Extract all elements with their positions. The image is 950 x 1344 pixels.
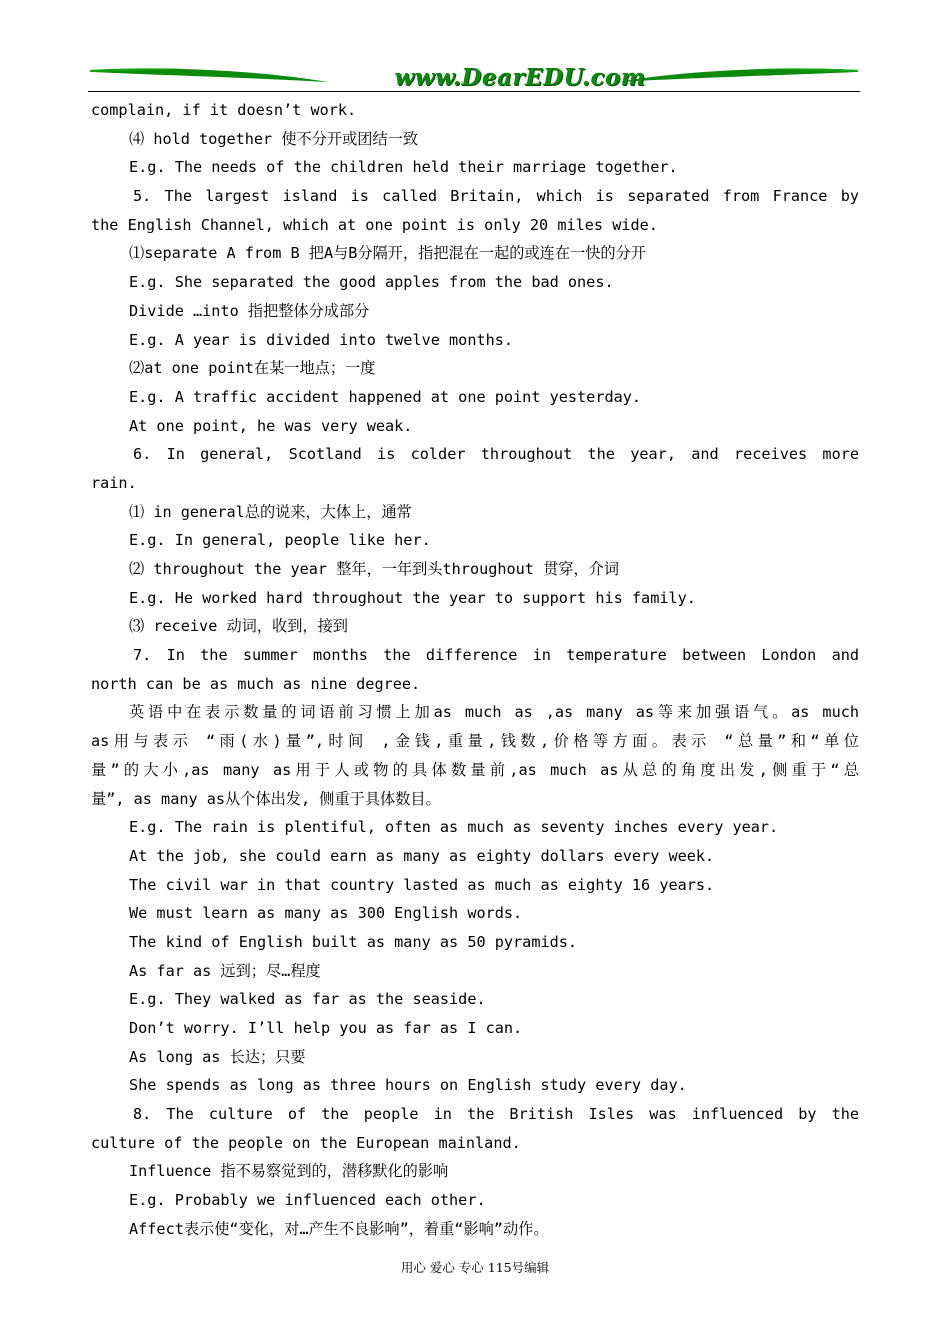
text-line: 5. The largest island is called Britain, which is separated from France by [133,187,859,206]
text-line: At the job, she could earn as many as eighty dollars every week. [129,846,715,865]
text-line: E.g. A traffic accident happened at one point yesterday. [129,387,642,406]
text-line: Influence 指不易察觉到的，潜移默化的影响 [129,1162,449,1181]
text-line: E.g. The rain is plentiful, often as much as seventy inches every year. [129,818,779,837]
text-line: E.g. The needs of the children held their marriage together. [129,158,678,177]
text-line: 7. In the summer months the difference in temperature between London and [133,646,859,665]
text-line: E.g. Probably we influenced each other. [129,1191,486,1210]
text-line: rain. [91,473,137,492]
logo-text: www.DearEDU.com [394,64,646,91]
text-line: Affect表示使“变化，对…产生不良影响”，着重“影响”动作。 [129,1219,549,1238]
text-line: The kind of English built as many as 50 pyramids. [129,932,578,951]
header-divider [88,91,860,92]
text-line: 英语中在表示数量的词语前习惯上加as much as ,as many as等来加强语气。as much [129,703,859,722]
text-line: 量”的大小,as many as用于人或物的具体数量前,as much as从总的角度出发,侧重于“总 [91,760,859,779]
text-line: E.g. In general, people like her. [129,531,431,550]
text-line: 8. The culture of the people in the British Isles was influenced by the [133,1105,859,1124]
text-line: As far as 远到；尽…程度 [129,961,321,980]
text-line: Don’t worry. I’ll help you as far as I can. [129,1019,523,1037]
text-line: E.g. She separated the good apples from the bad ones. [129,273,614,292]
text-line: As long as 长达；只要 [129,1047,306,1066]
text-line: the English Channel, which at one point is only 20 miles wide. [91,215,658,234]
site-header [88,58,860,98]
text-line: Divide …into 指把整体分成部分 [129,301,370,320]
document-body [91,96,859,1244]
text-line: E.g. They walked as far as the seaside. [129,990,486,1009]
text-line: ⑴separate A from B 把A与B分隔开，指把混在一起的或连在一快的分开 [129,244,646,263]
page-footer: 用心 爱心 专心 115号编辑 [400,1260,550,1275]
text-line: ⑷ hold together 使不分开或团结一致 [129,129,419,148]
text-line: ⑵at one point在某一地点；一度 [129,359,376,378]
text-line: complain, if it doesn’t work. [91,101,357,119]
text-line: 6. In general, Scotland is colder throughout the year, and receives more [133,445,859,464]
text-line: The civil war in that country lasted as much as eighty 16 years. [129,875,715,894]
text-line: E.g. He worked hard throughout the year to support his family. [129,588,696,607]
text-line: ⑵ throughout the year 整年，一年到头throughout 贯穿，介词 [129,560,620,578]
text-line: E.g. A year is divided into twelve months. [129,330,514,349]
text-line: ⑴ in general总的说来，大体上，通常 [129,502,412,521]
text-line: 量”, as many as从个体出发, 侧重于具体数目。 [91,789,441,808]
text-line: We must learn as many as 300 English words. [129,904,523,923]
text-line: culture of the people on the European mainland. [91,1133,521,1152]
text-line: north can be as much as nine degree. [91,674,421,693]
text-line: She spends as long as three hours on English study every day. [129,1076,687,1095]
text-line: ⑶ receive 动词，收到，接到 [129,617,348,636]
text-line: as用与表示 “雨(水)量”,时间 ,金钱,重量,钱数,价格等方面。表示 “总量”和“单位 [91,732,859,751]
text-line: At one point, he was very weak. [129,416,413,435]
